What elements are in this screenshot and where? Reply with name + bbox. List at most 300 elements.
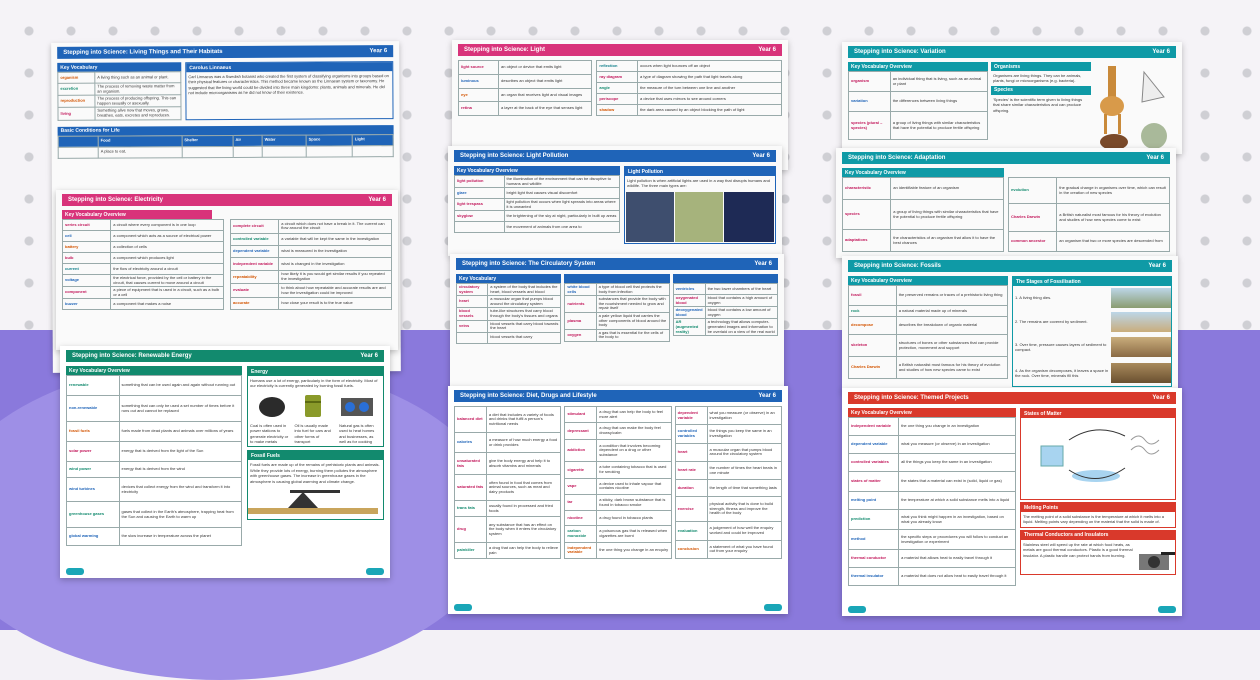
stage-text: 1. A living thing dies. xyxy=(1015,295,1052,301)
vocab-table xyxy=(564,283,669,342)
vocab-term: veins xyxy=(457,320,488,332)
vocab-definition: substances that provide the body with the nourishment needed to grow and repair itself xyxy=(596,296,669,313)
vocab-term: Charles Darwin xyxy=(849,357,897,379)
giraffe-and-plants-image xyxy=(1094,62,1174,152)
vocab-definition: a poisonous gas that is released when cigarettes are burnt xyxy=(597,526,671,542)
table-row xyxy=(67,376,242,396)
table-row xyxy=(565,511,671,526)
vocab-term: organism xyxy=(58,72,95,83)
vocab-term: ventricles xyxy=(673,284,705,295)
year-label: Year 6 xyxy=(1146,155,1164,161)
vocab-term: battery xyxy=(63,242,111,253)
vocab-term: voltage xyxy=(63,275,111,287)
table-row xyxy=(455,199,620,211)
vocab-term: depressant xyxy=(565,423,597,439)
vocab-term: repeatability xyxy=(231,270,279,284)
sheet-renewable-energy xyxy=(60,346,390,578)
table-row xyxy=(675,462,781,480)
vocab-definition: a piece of equipment that is used in a circuit, such as a bulb or a cell xyxy=(111,287,224,299)
vocab-definition: often found in food that comes from animal sources, such as meat and dairy products xyxy=(486,475,560,501)
vocab-term: dependent variable xyxy=(231,246,279,258)
table-row xyxy=(459,74,592,88)
sheet-variation xyxy=(842,42,1182,154)
vocab-term: painkiller xyxy=(455,543,487,559)
vocab-definition: an object or device that emits light xyxy=(499,61,592,75)
vocab-term: AR (augmented reality) xyxy=(673,319,705,336)
vocab-definition: a system of the body that includes the heart, blood vessels and blood xyxy=(488,284,561,296)
vocab-definition: the movement of animals from one area to xyxy=(504,222,620,233)
vocab-term: rock xyxy=(849,306,897,317)
vocab-definition: an organ that receives light and visual images xyxy=(499,88,592,102)
vocab-definition: an organism that two or more species are descended from xyxy=(1057,232,1170,252)
table-row xyxy=(673,319,777,336)
bedroom-image xyxy=(626,192,674,242)
vocab-term: carbon monoxide xyxy=(565,526,597,542)
vocab-definition: occurs when light bounces off an object xyxy=(638,61,782,72)
table-row xyxy=(849,335,1008,357)
vocab-definition: a muscular organ that pumps blood around the circulatory system xyxy=(488,296,561,308)
twinkl-logo xyxy=(66,568,84,575)
vocab-definition: the states that a material can exist in (solid, liquid or gas) xyxy=(899,472,1016,492)
table-row xyxy=(1009,232,1170,252)
vocab-term: species (plural – species) xyxy=(849,112,891,140)
table-row xyxy=(597,83,782,94)
table-row xyxy=(231,270,392,284)
table-row xyxy=(565,542,671,558)
vocab-definition: the number of times the heart beats in one minute xyxy=(707,462,781,480)
vocab-term: glare xyxy=(455,188,505,199)
year-label: Year 6 xyxy=(1148,263,1166,269)
vocab-table xyxy=(230,219,392,310)
energy-header: Energy xyxy=(248,367,383,376)
vocab-definition: all the things you keep the same in an investigation xyxy=(899,454,1016,472)
vocab-definition: a British naturalist most famous for his theory of evolution and studies of how new species came to exist xyxy=(896,357,1007,379)
melting-points-header: Melting Points xyxy=(1021,503,1175,512)
vocab-definition: a pale yellow liquid that carries the other components of blood around the body xyxy=(596,312,669,329)
vocab-definition: what you measure (or observe) in an investigation xyxy=(707,407,781,425)
states-of-matter-header: States of Matter xyxy=(1021,409,1175,418)
vocab-definition: a sticky, dark brown substance that is found in tobacco smoke xyxy=(597,495,671,511)
vocab-term: wind turbines xyxy=(67,478,120,502)
table-row xyxy=(849,492,1016,510)
table-row xyxy=(67,396,242,422)
table-row xyxy=(67,528,242,546)
vocab-term: controlled variables xyxy=(675,425,707,443)
table-row xyxy=(565,296,669,313)
table-row xyxy=(67,462,242,478)
table-row xyxy=(565,329,669,341)
table-row xyxy=(455,501,561,517)
vocab-term: prediction xyxy=(849,510,899,530)
basic-conditions-table xyxy=(58,134,394,159)
sheet-title-bar xyxy=(848,260,1172,272)
vocab-term: evolution xyxy=(1009,178,1057,204)
stage-item xyxy=(1013,310,1171,334)
vocab-definition: the slow increase in temperature across the planet xyxy=(119,528,242,546)
vocab-definition: gases that collect in the Earth's atmosphere, trapping heat from the Sun and causing the Earth to warm up xyxy=(119,502,242,528)
table-row xyxy=(843,200,1004,230)
vocab-term: current xyxy=(63,264,111,275)
table-row xyxy=(1009,178,1170,204)
table-row xyxy=(459,102,592,116)
city-night-image xyxy=(724,192,774,242)
key-vocabulary-header: Key Vocabulary Overview xyxy=(454,166,620,175)
vocab-term: fossil xyxy=(849,286,897,306)
vocab-term: non-renewable xyxy=(67,396,120,422)
vocab-term: component xyxy=(63,287,111,299)
vocab-definition: a component which produces light xyxy=(111,253,224,264)
vocab-definition: A living thing such as an animal or plant. xyxy=(95,72,181,83)
vocab-definition: what is changed in the investigation xyxy=(279,258,392,270)
vocab-definition: a natural material made up of minerals xyxy=(896,306,1007,317)
sheet-title-bar xyxy=(66,350,384,362)
vocab-definition: blood that contains a low amount of oxygen xyxy=(705,307,777,319)
vocab-definition: the brightening of the sky at night, particularly in built up areas xyxy=(504,211,620,222)
vocab-term: heart xyxy=(457,296,488,308)
vocab-term: calories xyxy=(455,433,487,453)
vocab-definition: describes an object that emits light xyxy=(499,74,592,88)
vocab-definition: usually found in processed and fried foods xyxy=(486,501,560,517)
vocab-definition: fuels made from dead plants and animals over millions of years xyxy=(119,422,242,442)
sheet-light-pollution xyxy=(448,146,782,256)
table-row xyxy=(675,496,781,521)
melting-points-text: The melting point of a solid substance is the temperature at which it melts into a liquid. Melting points vary depending on the material that the solid is made of. xyxy=(1023,514,1164,525)
vocab-table xyxy=(673,283,778,336)
sheet-title-bar xyxy=(454,390,782,402)
table-row xyxy=(1009,204,1170,232)
vocab-definition: energy that is derived from the light of the Sun xyxy=(119,442,242,462)
vocab-definition: a variable that will be kept the same in the investigation xyxy=(279,233,392,245)
table-row xyxy=(67,442,242,462)
sheet-title: Stepping into Science: Electricity xyxy=(68,197,164,203)
vocab-term: vape xyxy=(565,478,597,494)
sheet-title-bar xyxy=(454,150,776,162)
table-row xyxy=(849,550,1016,568)
vocab-term: unsaturated fats xyxy=(455,453,487,475)
key-vocabulary-header: Key Vocabulary Overview xyxy=(848,408,1016,417)
vocab-term: retina xyxy=(459,102,499,116)
vocab-definition: how close your result is to the true value xyxy=(279,298,392,310)
organisms-header: Organisms xyxy=(991,62,1091,71)
vocab-table xyxy=(66,375,242,546)
vocab-definition: a circuit where every component is in one loop xyxy=(111,220,224,231)
key-vocabulary-header: Key Vocabulary Overview xyxy=(842,168,1004,177)
thermal-header: Thermal Conductors and Insulators xyxy=(1021,531,1175,540)
vocab-definition: a component which acts as a source of electrical power xyxy=(111,231,224,242)
key-vocabulary-header: Key Vocabulary Overview xyxy=(66,366,242,375)
vocab-definition: a judgement of how well the enquiry worked and could be improved xyxy=(707,522,781,540)
vocab-definition: a device used to inhale vapour that contains nicotine xyxy=(597,478,671,494)
vocab-term: characteristic xyxy=(843,178,891,200)
table-row xyxy=(231,246,392,258)
stage-text: 3. Over time, pressure causes layers of sediment to compact. xyxy=(1015,341,1107,352)
sheet-title: Stepping into Science: Light Pollution xyxy=(460,153,569,159)
stage-item xyxy=(1013,334,1171,360)
vocab-definition: something that can only be used a set number of times before it runs out and cannot be replaced xyxy=(119,396,242,422)
table-row xyxy=(457,332,561,343)
vocab-definition: tube-like structures that carry blood through the body's tissues and organs xyxy=(488,308,561,320)
deer-image xyxy=(675,192,723,242)
vocab-term: conclusion xyxy=(675,540,707,558)
vocab-definition: the flow of electricity around a circuit xyxy=(111,264,224,275)
oil-pump-image xyxy=(248,486,378,514)
column-header-bar xyxy=(673,274,778,283)
vocab-term: duration xyxy=(675,480,707,497)
vocab-term: addiction xyxy=(565,439,597,462)
gas-caption: Natural gas is often used to heat homes and businesses, as well as for cooking xyxy=(339,422,375,444)
table-row xyxy=(58,95,181,108)
species-header: Species xyxy=(991,86,1091,95)
stage-image xyxy=(1111,312,1171,332)
coal-caption: Coal is often used in power stations to generate electricity or to make metals xyxy=(250,422,289,444)
vocab-definition: a condition that involves becoming dependent on a drug or other substance xyxy=(597,439,671,462)
stages-header: The Stages of Fossilisation xyxy=(1013,277,1171,286)
vocab-term: decompose xyxy=(849,317,897,335)
vocab-term: independent variable xyxy=(849,418,899,436)
vocab-definition: a diet that includes a variety of foods and drinks that fulfil a person's nutritional needs xyxy=(486,407,560,433)
vocab-definition: a measure of how much energy a food or drink provides xyxy=(486,433,560,453)
year-label: Year 6 xyxy=(369,48,388,55)
vocab-term: tar xyxy=(565,495,597,511)
table-row xyxy=(231,220,392,234)
vocab-definition: a drug that can help the body to feel more alert xyxy=(597,407,671,423)
vocab-term: circulatory system xyxy=(457,284,488,296)
table-row xyxy=(63,253,224,264)
vocab-definition: to think about how repeatable and accurate results are and how the investigation could be improved xyxy=(279,284,392,298)
sheet-adaptation xyxy=(836,148,1176,258)
column-header: Light xyxy=(352,134,393,145)
table-row xyxy=(673,295,777,307)
table-row xyxy=(455,517,561,543)
vocab-term: heart rate xyxy=(675,462,707,480)
stage-item xyxy=(1013,360,1171,386)
table-row xyxy=(67,502,242,528)
stage-item xyxy=(1013,286,1171,310)
table-row xyxy=(597,94,782,105)
year-label: Year 6 xyxy=(758,47,776,53)
vocab-definition: energy that is derived from the wind xyxy=(119,462,242,478)
table-row xyxy=(849,72,988,92)
vocab-definition: a drug that can help the body to relieve pain xyxy=(486,543,560,559)
table-row xyxy=(565,407,671,423)
vocab-definition: an identifiable feature of an organism xyxy=(891,178,1004,200)
vocab-term: saturated fats xyxy=(455,475,487,501)
vocab-definition: The process of producing offspring. This can happen sexually or asexually. xyxy=(95,95,181,108)
stage-image xyxy=(1111,288,1171,308)
vocab-term xyxy=(455,222,505,233)
column-header: Water xyxy=(262,135,306,146)
table-row xyxy=(565,526,671,542)
vocab-table xyxy=(57,71,181,120)
vocab-term: balanced diet xyxy=(455,407,487,433)
vocab-term: ray diagram xyxy=(597,72,638,83)
vocab-term: bulb xyxy=(63,253,111,264)
sheet-title: Stepping into Science: Renewable Energy xyxy=(72,353,192,359)
vocab-table xyxy=(848,71,988,140)
vocab-definition: the temperature at which a solid substance melts into a liquid xyxy=(899,492,1016,510)
sheet-title-bar xyxy=(456,258,778,270)
table-row xyxy=(455,453,561,475)
vocab-term: living xyxy=(58,108,95,120)
vocab-term: controlled variables xyxy=(849,454,899,472)
table-row xyxy=(565,495,671,511)
vocab-definition: something that can be used again and again without running out xyxy=(119,376,242,396)
vocab-definition: the preserved remains or traces of a prehistoric living thing xyxy=(896,286,1007,306)
twinkl-logo xyxy=(454,604,472,611)
vocab-definition: a type of blood cell that protects the body from infection xyxy=(596,284,669,296)
sheet-title: Stepping into Science: Themed Projects xyxy=(854,395,969,401)
table-row xyxy=(63,275,224,287)
vocab-term: luminous xyxy=(459,74,499,88)
vocab-term: evaluate xyxy=(231,284,279,298)
vocab-table xyxy=(456,283,561,344)
table-row xyxy=(597,105,782,116)
vocab-term: series circuit xyxy=(63,220,111,231)
vocab-term: trans fats xyxy=(455,501,487,517)
vocab-term: light source xyxy=(459,61,499,75)
oil-caption: Oil is usually made into fuel for cars and other forms of transport xyxy=(294,422,331,444)
table-row xyxy=(457,284,561,296)
sheet-fossils xyxy=(842,256,1178,392)
vocab-table xyxy=(62,219,224,310)
vocab-definition: a muscular organ that pumps blood around the circulatory system xyxy=(707,443,781,461)
vocab-definition: light pollution that occurs when light spreads into areas where it is unwanted xyxy=(504,199,620,211)
vocab-table xyxy=(1008,177,1170,252)
table-row xyxy=(849,92,988,112)
table-row xyxy=(673,307,777,319)
vocab-definition: a tube containing tobacco that is used for smoking xyxy=(597,462,671,478)
vocab-term: cell xyxy=(63,231,111,242)
table-row xyxy=(455,222,620,233)
sheet-electricity xyxy=(56,190,398,350)
table-row xyxy=(849,568,1016,586)
vocab-term: organism xyxy=(849,72,891,92)
table-row xyxy=(843,178,1004,200)
table-row xyxy=(231,258,392,270)
table-row xyxy=(849,418,1016,436)
vocab-term: light trespass xyxy=(455,199,505,211)
fossil-fuels-text: Fossil fuels are made up of the remains of prehistoric plants and animals. While they provide lots of energy, burning them pollutes the atmosphere with greenhouse gases. The increase in greenhouse gases in the atmosphere is causing global warming and climate change. xyxy=(250,462,380,484)
vocab-term: angle xyxy=(597,83,638,94)
vocab-term: heart xyxy=(675,443,707,461)
year-label: Year 6 xyxy=(754,261,772,267)
vocab-term: adaptations xyxy=(843,230,891,252)
column-header: Space xyxy=(306,134,352,145)
table-row xyxy=(849,317,1008,335)
vocab-term: complete circuit xyxy=(231,220,279,234)
vocab-term: species xyxy=(843,200,891,230)
vocab-definition: a material that does not allow heat to easily travel through it xyxy=(899,568,1016,586)
table-row xyxy=(231,284,392,298)
table-row xyxy=(673,284,777,295)
table-row xyxy=(675,540,781,558)
vocab-definition: The process of removing waste matter from an organism. xyxy=(95,83,181,96)
table-row xyxy=(63,231,224,242)
table-row xyxy=(849,357,1008,379)
table-row xyxy=(597,61,782,72)
table-row xyxy=(58,107,181,120)
badge-icon xyxy=(1158,606,1176,613)
sheet-footer xyxy=(454,603,782,611)
vocab-term: solar power xyxy=(67,442,120,462)
table-row xyxy=(843,230,1004,252)
light-pollution-text: Light pollution is when artificial lights are used in a way that disrupts humans and wildlife. The three main types are: xyxy=(627,178,770,189)
vocab-definition: a drug that can make the body feel drowsy/calm xyxy=(597,423,671,439)
vocab-term: global warming xyxy=(67,528,120,546)
linnaeus-text: Carl Linnaeus was a Swedish botanist who created the first system of classifying organisms into groups based on their physical features or characteristics. This method became known as the Linnaean system or taxonomy. He suggested that the living world could be divided into three main kingdoms: plants, animals and minerals. He did not include microorganisms as he did not know of their existence. xyxy=(188,73,389,96)
sheet-title: Stepping into Science: Variation xyxy=(854,49,946,55)
table-row xyxy=(63,242,224,253)
column-header: Food xyxy=(98,135,182,146)
table-cell: A place to eat, xyxy=(98,146,182,157)
vocab-definition: Something alive now that moves, grows, breathes, eats, excretes and reproduces. xyxy=(95,107,181,120)
sheet-title-bar xyxy=(848,46,1176,58)
sheet-footer xyxy=(848,605,1176,613)
basic-conditions-header: Basic Conditions for Life xyxy=(58,125,394,136)
sheet-title-bar xyxy=(848,392,1176,404)
vocab-term: blood vessels xyxy=(457,308,488,320)
table-row xyxy=(231,233,392,245)
sheet-footer xyxy=(66,567,384,575)
twinkl-logo xyxy=(848,606,866,613)
vocab-definition: the one thing you change in an investigation xyxy=(899,418,1016,436)
vocab-definition: what you think might happen in an investigation, based on what you already know xyxy=(899,510,1016,530)
table-row xyxy=(455,188,620,199)
sheet-title: Stepping into Science: Living Things and Their Habitats xyxy=(63,49,223,56)
table-row xyxy=(58,83,181,96)
vocab-term: wind power xyxy=(67,462,120,478)
vocab-definition: a group of living things with similar characteristics that have the potential to produce fertile offspring xyxy=(891,200,1004,230)
table-row xyxy=(58,145,393,158)
table-row xyxy=(455,475,561,501)
thermal-text: Stainless steel will speed up the rate at which food heats, as metals are good thermal conductors. Plastic is a good thermal insulator. A plastic handle can protect hands from burning. xyxy=(1023,541,1133,558)
vocab-term: oxygen xyxy=(565,329,596,341)
vocab-term: renewable xyxy=(67,376,120,396)
vocab-definition: a collection of cells xyxy=(111,242,224,253)
vocab-definition: the things you keep the same in an investigation xyxy=(707,425,781,443)
sheet-circulatory-system xyxy=(450,254,784,390)
vocab-term: reflection xyxy=(597,61,638,72)
table-row xyxy=(457,308,561,320)
sheet-title-bar xyxy=(57,45,393,59)
vocab-definition: blood vessels that carry blood towards the heart xyxy=(488,320,561,332)
key-vocabulary-header: Key Vocabulary xyxy=(456,274,561,283)
vocab-definition: the electrical force, provided by the cell or battery in the circuit, that causes current to move around a circuit xyxy=(111,275,224,287)
sheet-title: Stepping into Science: Fossils xyxy=(854,263,942,269)
vocab-definition: a type of diagram showing the path that light travels along xyxy=(638,72,782,83)
sheet-diet-drugs-lifestyle xyxy=(448,386,788,614)
stage-text: 4. As the organism decomposes, it leaves a space in the rock. Over time, minerals fill this xyxy=(1015,367,1109,378)
table-row xyxy=(457,296,561,308)
table-row xyxy=(455,543,561,559)
vocab-table xyxy=(454,406,561,559)
vocab-definition: the length of time that something lasts xyxy=(707,480,781,497)
table-row xyxy=(63,220,224,231)
vocab-definition: the characteristics of an organism that allow it to have the best chances xyxy=(891,230,1004,252)
vocab-term: deoxygenated blood xyxy=(673,307,705,319)
table-row xyxy=(597,72,782,83)
year-label: Year 6 xyxy=(1152,395,1170,401)
vocab-term: thermal insulator xyxy=(849,568,899,586)
vocab-definition: a device that uses mirrors to see around corners xyxy=(638,94,782,105)
vocab-term: states of matter xyxy=(849,472,899,492)
year-label: Year 6 xyxy=(758,393,776,399)
table-row xyxy=(455,176,620,188)
table-row xyxy=(565,423,671,439)
table-row xyxy=(849,112,988,140)
column-header: Air xyxy=(233,135,262,146)
vocab-term: cigarette xyxy=(565,462,597,478)
